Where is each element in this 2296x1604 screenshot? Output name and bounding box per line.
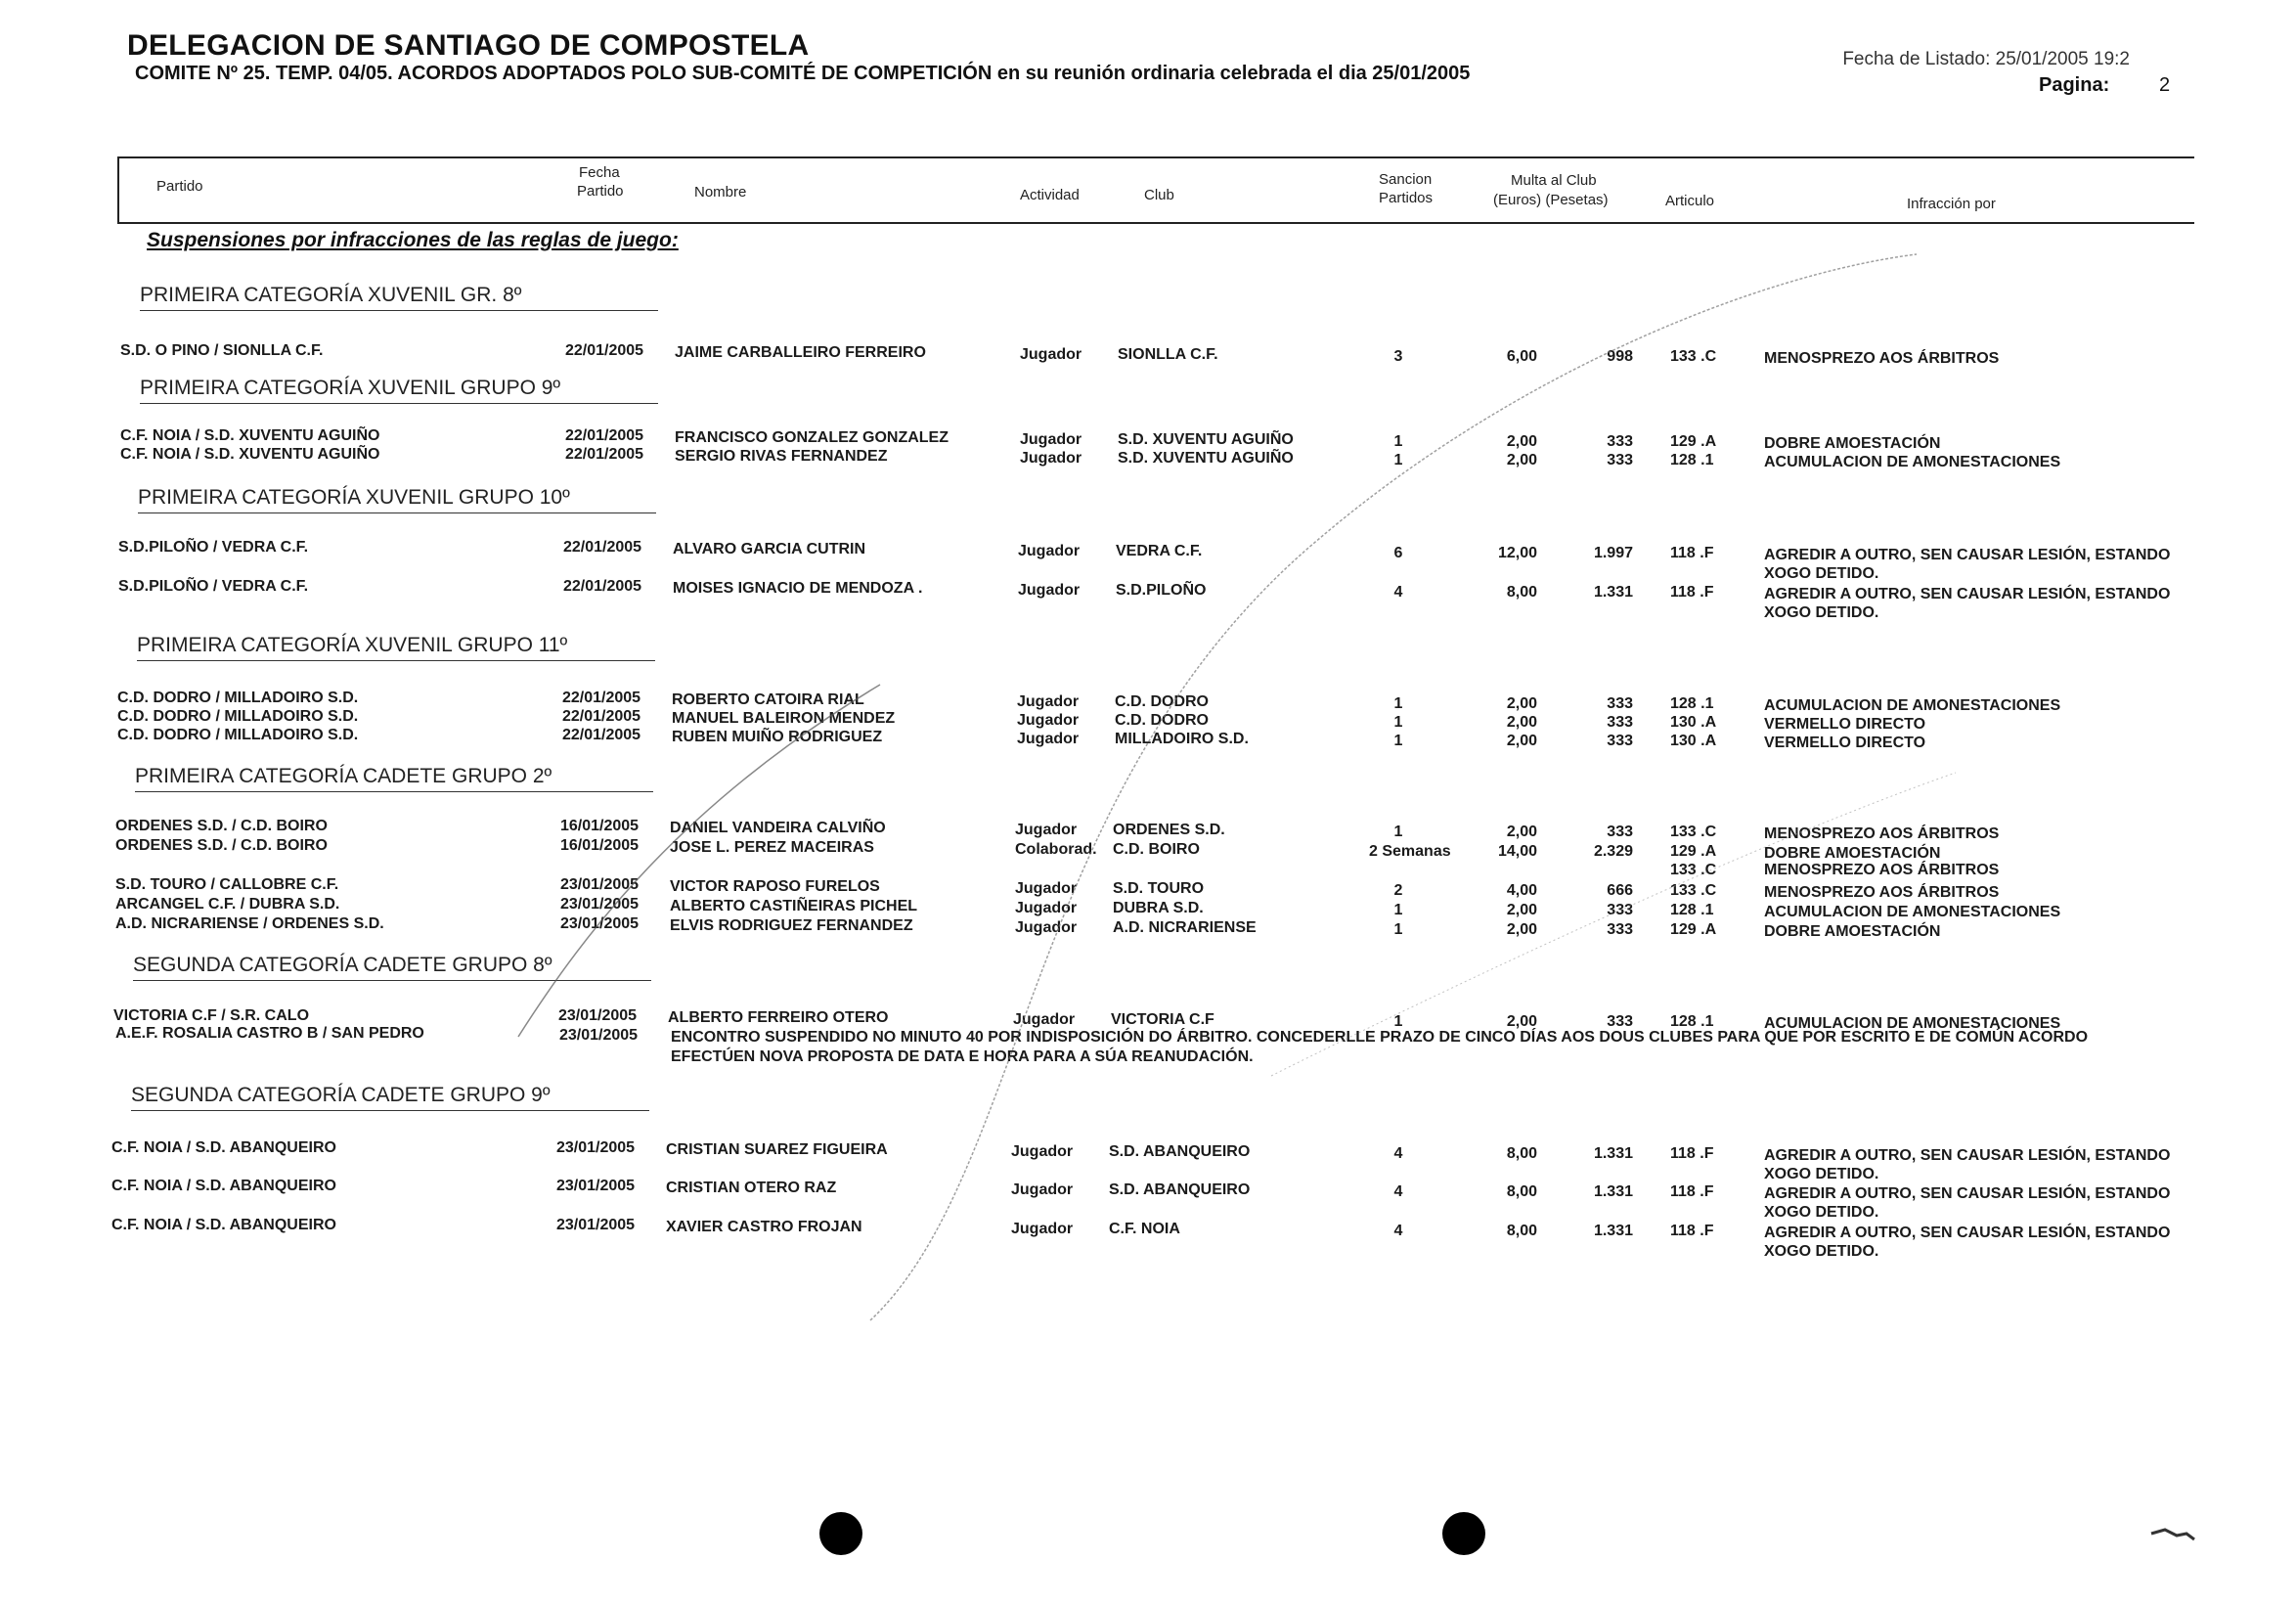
row-partido: C.F. NOIA / S.D. XUVENTU AGUIÑO [120,427,380,444]
row-articulo: 128 .1 [1670,1013,1714,1030]
row-actividad: Jugador [1020,450,1082,467]
col-fecha-1: Fecha [579,164,620,181]
row-pesetas: 333 [1607,452,1633,468]
row-pesetas: 333 [1607,902,1633,918]
section-title: Suspensiones por infracciones de las reglas de juego: [147,229,679,251]
row-euros: 2,00 [1506,714,1537,731]
row-actividad: Jugador [1015,822,1078,838]
row-nombre: ALBERTO FERREIRO OTERO [668,1009,889,1026]
row-pesetas: 1.331 [1593,1223,1633,1239]
row-actividad: Jugador [1020,346,1082,363]
row-club: A.D. NICRARIENSE [1113,919,1257,936]
row-fecha: 22/01/2005 [563,539,642,556]
row-pesetas: 666 [1607,882,1633,899]
row-partido: C.D. DODRO / MILLADOIRO S.D. [117,690,359,706]
row-nombre: CRISTIAN OTERO RAZ [666,1180,837,1196]
col-club: Club [1144,187,1174,203]
page-label: Pagina: [2039,74,2110,96]
row-euros: 2,00 [1506,433,1537,450]
row-actividad: Jugador [1011,1143,1074,1160]
row-articulo: 128 .1 [1670,695,1714,712]
row-infraccion: ACUMULACION DE AMONESTACIONES [1764,904,2061,920]
row-articulo: 128 .1 [1670,902,1714,918]
row-articulo: 133 .C [1670,882,1717,899]
note-text-line-2: EFECTÚEN NOVA PROPOSTA DE DATA E HORA PARA A SÚA REANUDACIÓN. [671,1048,1254,1065]
row-nombre: ROBERTO CATOIRA RIAL [672,691,864,708]
row-euros: 6,00 [1506,348,1537,365]
row-infraccion: XOGO DETIDO. [1764,1204,1879,1221]
row-club: C.D. DODRO [1115,693,1209,710]
row-articulo: 133 .C [1670,824,1717,840]
row-euros: 2,00 [1506,1013,1537,1030]
note-partido: A.E.F. ROSALIA CASTRO B / SAN PEDRO [115,1025,424,1042]
col-multa-1: Multa al Club [1511,172,1597,189]
row-partido: S.D.PILOÑO / VEDRA C.F. [118,578,309,595]
row-actividad: Jugador [1018,543,1081,559]
row-actividad: Jugador [1018,582,1081,599]
row-partido: C.F. NOIA / S.D. ABANQUEIRO [111,1178,336,1194]
row-pesetas: 333 [1607,714,1633,731]
row-articulo: 129 .A [1670,921,1717,938]
row-euros: 2,00 [1506,733,1537,749]
row-club: S.D. TOURO [1113,880,1205,897]
row-club: S.D. ABANQUEIRO [1109,1143,1251,1160]
row-infraccion: AGREDIR A OUTRO, SEN CAUSAR LESIÓN, ESTANDO [1764,1225,2171,1241]
row-infraccion: XOGO DETIDO. [1764,604,1879,621]
row-actividad: Colaborad. [1015,841,1097,858]
row-club: C.D. BOIRO [1113,841,1200,858]
row-actividad: Jugador [1015,900,1078,916]
row-nombre: JOSE L. PEREZ MACEIRAS [670,839,874,856]
row-euros: 4,00 [1506,882,1537,899]
row-actividad: Jugador [1017,712,1080,729]
row-articulo: 129 .A [1670,843,1717,860]
group-title: PRIMEIRA CATEGORÍA XUVENIL GRUPO 10º [138,486,656,513]
row-sancion: 1 [1393,695,1403,712]
row-euros: 2,00 [1506,921,1537,938]
row-partido: A.D. NICRARIENSE / ORDENES S.D. [115,915,384,932]
document-title: DELEGACION DE SANTIAGO DE COMPOSTELA [127,29,810,62]
row-partido: ORDENES S.D. / C.D. BOIRO [115,818,328,834]
col-fecha-2: Partido [577,183,624,200]
row-infraccion: AGREDIR A OUTRO, SEN CAUSAR LESIÓN, ESTANDO [1764,586,2171,602]
row-euros: 2,00 [1506,824,1537,840]
group-title: PRIMEIRA CATEGORÍA XUVENIL GR. 8º [140,284,658,311]
row-club: S.D.PILOÑO [1116,582,1207,599]
row-club: C.D. DODRO [1115,712,1209,729]
col-partido: Partido [156,178,203,195]
row-pesetas: 2.329 [1593,843,1633,860]
row-actividad: Jugador [1017,731,1080,747]
document-subtitle: COMITE Nº 25. TEMP. 04/05. ACORDOS ADOPTADOS POLO SUB-COMITÉ DE COMPETICIÓN en su reunión ordinaria celebrada el dia 25/01/2005 [135,63,1471,84]
row-nombre: FRANCISCO GONZALEZ GONZALEZ [675,429,949,446]
row-infraccion: MENOSPREZO AOS ÁRBITROS [1764,825,2000,842]
row-nombre: ELVIS RODRIGUEZ FERNANDEZ [670,917,913,934]
row-fecha: 23/01/2005 [560,915,640,932]
row-pesetas: 333 [1607,921,1633,938]
row-actividad: Jugador [1011,1221,1074,1237]
row-articulo: 133 .C [1670,348,1717,365]
row-partido: S.D.PILOÑO / VEDRA C.F. [118,539,309,556]
row-club: VICTORIA C.F [1111,1011,1214,1028]
row-infraccion: ACUMULACION DE AMONESTACIONES [1764,454,2061,470]
row-articulo: 130 .A [1670,714,1717,731]
row-euros: 8,00 [1506,584,1537,601]
row-pesetas: 1.331 [1593,1183,1633,1200]
row-infraccion: ACUMULACION DE AMONESTACIONES [1764,1015,2061,1032]
row-fecha: 22/01/2005 [565,427,644,444]
col-actividad: Actividad [1020,187,1080,203]
row-euros: 8,00 [1506,1183,1537,1200]
row-euros: 14,00 [1497,843,1537,860]
row-articulo-extra: 133 .C [1670,862,1717,878]
row-nombre: JAIME CARBALLEIRO FERREIRO [675,344,926,361]
group-title: SEGUNDA CATEGORÍA CADETE GRUPO 9º [131,1084,649,1111]
col-sancion-1: Sancion [1379,171,1433,188]
row-euros: 8,00 [1506,1145,1537,1162]
row-infraccion: ACUMULACION DE AMONESTACIONES [1764,697,2061,714]
row-club: C.F. NOIA [1109,1221,1180,1237]
row-fecha: 23/01/2005 [560,896,640,913]
row-sancion: 1 [1393,433,1403,450]
row-fecha: 23/01/2005 [556,1139,636,1156]
row-infraccion: VERMELLO DIRECTO [1764,735,1926,751]
row-sancion: 1 [1393,1013,1403,1030]
row-sancion: 1 [1393,824,1403,840]
row-partido: VICTORIA C.F / S.R. CALO [113,1007,310,1024]
row-pesetas: 333 [1607,433,1633,450]
row-nombre: ALVARO GARCIA CUTRIN [673,541,866,557]
listing-date: Fecha de Listado: 25/01/2005 19:2 [1842,49,2130,69]
row-euros: 2,00 [1506,695,1537,712]
row-articulo: 118 .F [1670,545,1714,561]
row-nombre: SERGIO RIVAS FERNANDEZ [675,448,888,465]
row-sancion: 6 [1393,545,1403,561]
row-sancion: 1 [1393,733,1403,749]
row-pesetas: 333 [1607,695,1633,712]
row-fecha: 22/01/2005 [565,342,644,359]
row-partido: C.F. NOIA / S.D. ABANQUEIRO [111,1217,336,1233]
row-pesetas: 1.331 [1593,1145,1633,1162]
row-nombre: DANIEL VANDEIRA CALVIÑO [670,820,886,836]
row-euros: 2,00 [1506,902,1537,918]
row-fecha: 23/01/2005 [556,1178,636,1194]
row-partido: C.F. NOIA / S.D. ABANQUEIRO [111,1139,336,1156]
row-sancion: 4 [1393,1183,1403,1200]
note-text-line-1: ENCONTRO SUSPENDIDO NO MINUTO 40 POR INDISPOSICIÓN DO ÁRBITRO. CONCEDERLLE PRAZO DE CINCO DÍAS AOS DOUS CLUBES PARA QUE POR ESCRITO E DE COMÚN ACORDO [671,1029,2089,1046]
row-partido: C.D. DODRO / MILLADOIRO S.D. [117,708,359,725]
row-fecha: 22/01/2005 [563,578,642,595]
row-articulo: 118 .F [1670,1145,1714,1162]
row-fecha: 22/01/2005 [562,727,641,743]
row-euros: 2,00 [1506,452,1537,468]
note-fecha: 23/01/2005 [559,1027,639,1044]
row-fecha: 22/01/2005 [562,708,641,725]
row-articulo: 130 .A [1670,733,1717,749]
row-articulo: 129 .A [1670,433,1717,450]
row-articulo: 118 .F [1670,584,1714,601]
row-partido: C.D. DODRO / MILLADOIRO S.D. [117,727,359,743]
col-sancion-2: Partidos [1379,190,1434,206]
row-infraccion: AGREDIR A OUTRO, SEN CAUSAR LESIÓN, ESTANDO [1764,547,2171,563]
row-club: MILLADOIRO S.D. [1115,731,1249,747]
col-multa-2: (Euros) (Pesetas) [1493,192,1609,208]
row-pesetas: 333 [1607,733,1633,749]
row-sancion: 4 [1393,1145,1403,1162]
row-partido: ARCANGEL C.F. / DUBRA S.D. [115,896,340,913]
col-infraccion: Infracción por [1907,196,1996,212]
row-actividad: Jugador [1017,693,1080,710]
row-sancion: 3 [1393,348,1403,365]
row-partido: S.D. TOURO / CALLOBRE C.F. [115,876,339,893]
row-actividad: Jugador [1013,1011,1076,1028]
row-partido: C.F. NOIA / S.D. XUVENTU AGUIÑO [120,446,380,463]
row-fecha: 23/01/2005 [556,1217,636,1233]
row-actividad: Jugador [1015,919,1078,936]
row-nombre: CRISTIAN SUAREZ FIGUEIRA [666,1141,888,1158]
row-fecha: 16/01/2005 [560,837,640,854]
row-sancion: 4 [1393,584,1403,601]
row-euros: 8,00 [1506,1223,1537,1239]
row-articulo: 128 .1 [1670,452,1714,468]
row-pesetas: 1.331 [1593,584,1633,601]
row-fecha: 22/01/2005 [565,446,644,463]
col-articulo: Articulo [1665,193,1715,209]
row-articulo: 118 .F [1670,1223,1714,1239]
row-nombre: XAVIER CASTRO FROJAN [666,1219,862,1235]
row-fecha: 23/01/2005 [560,876,640,893]
row-nombre: MOISES IGNACIO DE MENDOZA . [673,580,923,597]
row-actividad: Jugador [1011,1181,1074,1198]
row-nombre: VICTOR RAPOSO FURELOS [670,878,880,895]
row-sancion: 2 Semanas [1369,843,1451,860]
row-fecha: 22/01/2005 [562,690,641,706]
row-pesetas: 1.997 [1593,545,1633,561]
row-pesetas: 333 [1607,824,1633,840]
col-nombre: Nombre [694,184,747,200]
row-infraccion-extra: MENOSPREZO AOS ÁRBITROS [1764,862,2000,878]
row-partido: S.D. O PINO / SIONLLA C.F. [120,342,324,359]
row-infraccion: MENOSPREZO AOS ÁRBITROS [1764,884,2000,901]
row-sancion: 1 [1393,902,1403,918]
row-infraccion: AGREDIR A OUTRO, SEN CAUSAR LESIÓN, ESTANDO [1764,1147,2171,1164]
row-club: S.D. XUVENTU AGUIÑO [1118,431,1294,448]
row-club: SIONLLA C.F. [1118,346,1218,363]
row-infraccion: XOGO DETIDO. [1764,1243,1879,1260]
row-sancion: 1 [1393,714,1403,731]
row-club: VEDRA C.F. [1116,543,1203,559]
row-infraccion: XOGO DETIDO. [1764,1166,1879,1182]
row-nombre: RUBEN MUIÑO RODRIGUEZ [672,729,883,745]
row-infraccion: DOBRE AMOESTACIÓN [1764,435,1941,452]
row-infraccion: XOGO DETIDO. [1764,565,1879,582]
row-sancion: 1 [1393,921,1403,938]
row-club: S.D. XUVENTU AGUIÑO [1118,450,1294,467]
row-partido: ORDENES S.D. / C.D. BOIRO [115,837,328,854]
group-title: PRIMEIRA CATEGORÍA XUVENIL GRUPO 11º [137,634,655,661]
row-sancion: 1 [1393,452,1403,468]
row-infraccion: DOBRE AMOESTACIÓN [1764,923,1941,940]
row-sancion: 4 [1393,1223,1403,1239]
row-club: ORDENES S.D. [1113,822,1225,838]
row-pesetas: 333 [1607,1013,1633,1030]
row-sancion: 2 [1393,882,1403,899]
group-title: SEGUNDA CATEGORÍA CADETE GRUPO 8º [133,954,651,981]
row-nombre: MANUEL BALEIRON MENDEZ [672,710,896,727]
row-infraccion: VERMELLO DIRECTO [1764,716,1926,733]
row-euros: 12,00 [1497,545,1537,561]
row-infraccion: DOBRE AMOESTACIÓN [1764,845,1941,862]
row-infraccion: AGREDIR A OUTRO, SEN CAUSAR LESIÓN, ESTANDO [1764,1185,2171,1202]
row-actividad: Jugador [1015,880,1078,897]
row-pesetas: 998 [1607,348,1633,365]
row-fecha: 16/01/2005 [560,818,640,834]
page-number: 2 [2159,74,2171,96]
row-club: S.D. ABANQUEIRO [1109,1181,1251,1198]
group-title: PRIMEIRA CATEGORÍA XUVENIL GRUPO 9º [140,377,658,404]
row-nombre: ALBERTO CASTIÑEIRAS PICHEL [670,898,918,914]
row-articulo: 118 .F [1670,1183,1714,1200]
row-infraccion: MENOSPREZO AOS ÁRBITROS [1764,350,2000,367]
group-title: PRIMEIRA CATEGORÍA CADETE GRUPO 2º [135,765,653,792]
row-club: DUBRA S.D. [1113,900,1204,916]
row-fecha: 23/01/2005 [558,1007,638,1024]
row-actividad: Jugador [1020,431,1082,448]
